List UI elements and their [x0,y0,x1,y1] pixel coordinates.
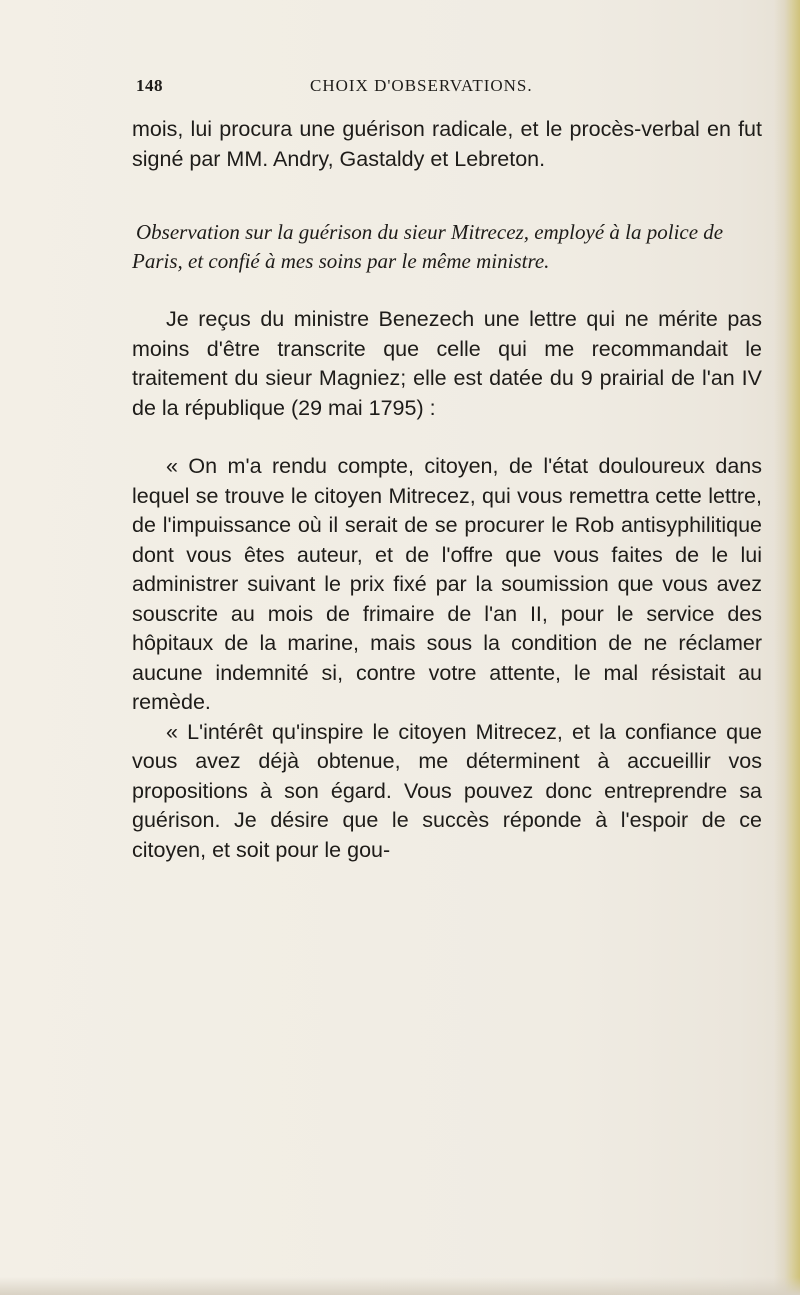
page-number: 148 [136,76,163,95]
paragraph-letter-intro: Je reçus du ministre Benezech une lettre qui ne mérite pas moins d'être transcrite que celle qui me recommandait le traitement du sieur Magniez; elle est datée du 9 prairial de l'an IV de la république (29 mai 1795) : [132,307,762,420]
page-header [136,76,756,106]
paragraph-letter-quote-1: « On m'a rendu compte, citoyen, de l'état douloureux dans lequel se trouve le citoyen Mitrecez, qui vous remettra cette lettre, de l'impuissance où il serait de se procurer le Rob antisyphilitique dont vous êtes auteur, et de l'offre que vous faites de le lui administrer suivant le prix fixé par la soumission que vous avez souscrite au mois de frimaire de l'an II, pour le service des hôpitaux de la marine, mais sous la condition de ne réclamer aucune indemnité si, contre votre attente, le mal résistait au remède. [132,454,762,714]
page-edge-bottom [0,1277,800,1295]
observation-heading: Observation sur la guérison du sieur Mitrecez, employé à la police de Paris, et confié à mes soins par le même ministre. [132,220,724,273]
page-body [132,115,762,865]
running-title: CHOIX D'OBSERVATIONS. [310,76,533,95]
page-edge-right [774,0,800,1295]
paragraph-continuation: mois, lui procura une guérison radicale, et le procès-verbal en fut signé par MM. Andry, Gastaldy et Lebreton. [132,117,762,171]
paragraph-letter-quote-2: « L'intérêt qu'inspire le citoyen Mitrecez, et la confiance que vous avez déjà obtenue, me déterminent à accueillir vos propositions à son égard. Vous pouvez donc entreprendre sa guérison. Je désire que le succès réponde à l'espoir de ce citoyen, et soit pour le gou- [132,719,762,862]
